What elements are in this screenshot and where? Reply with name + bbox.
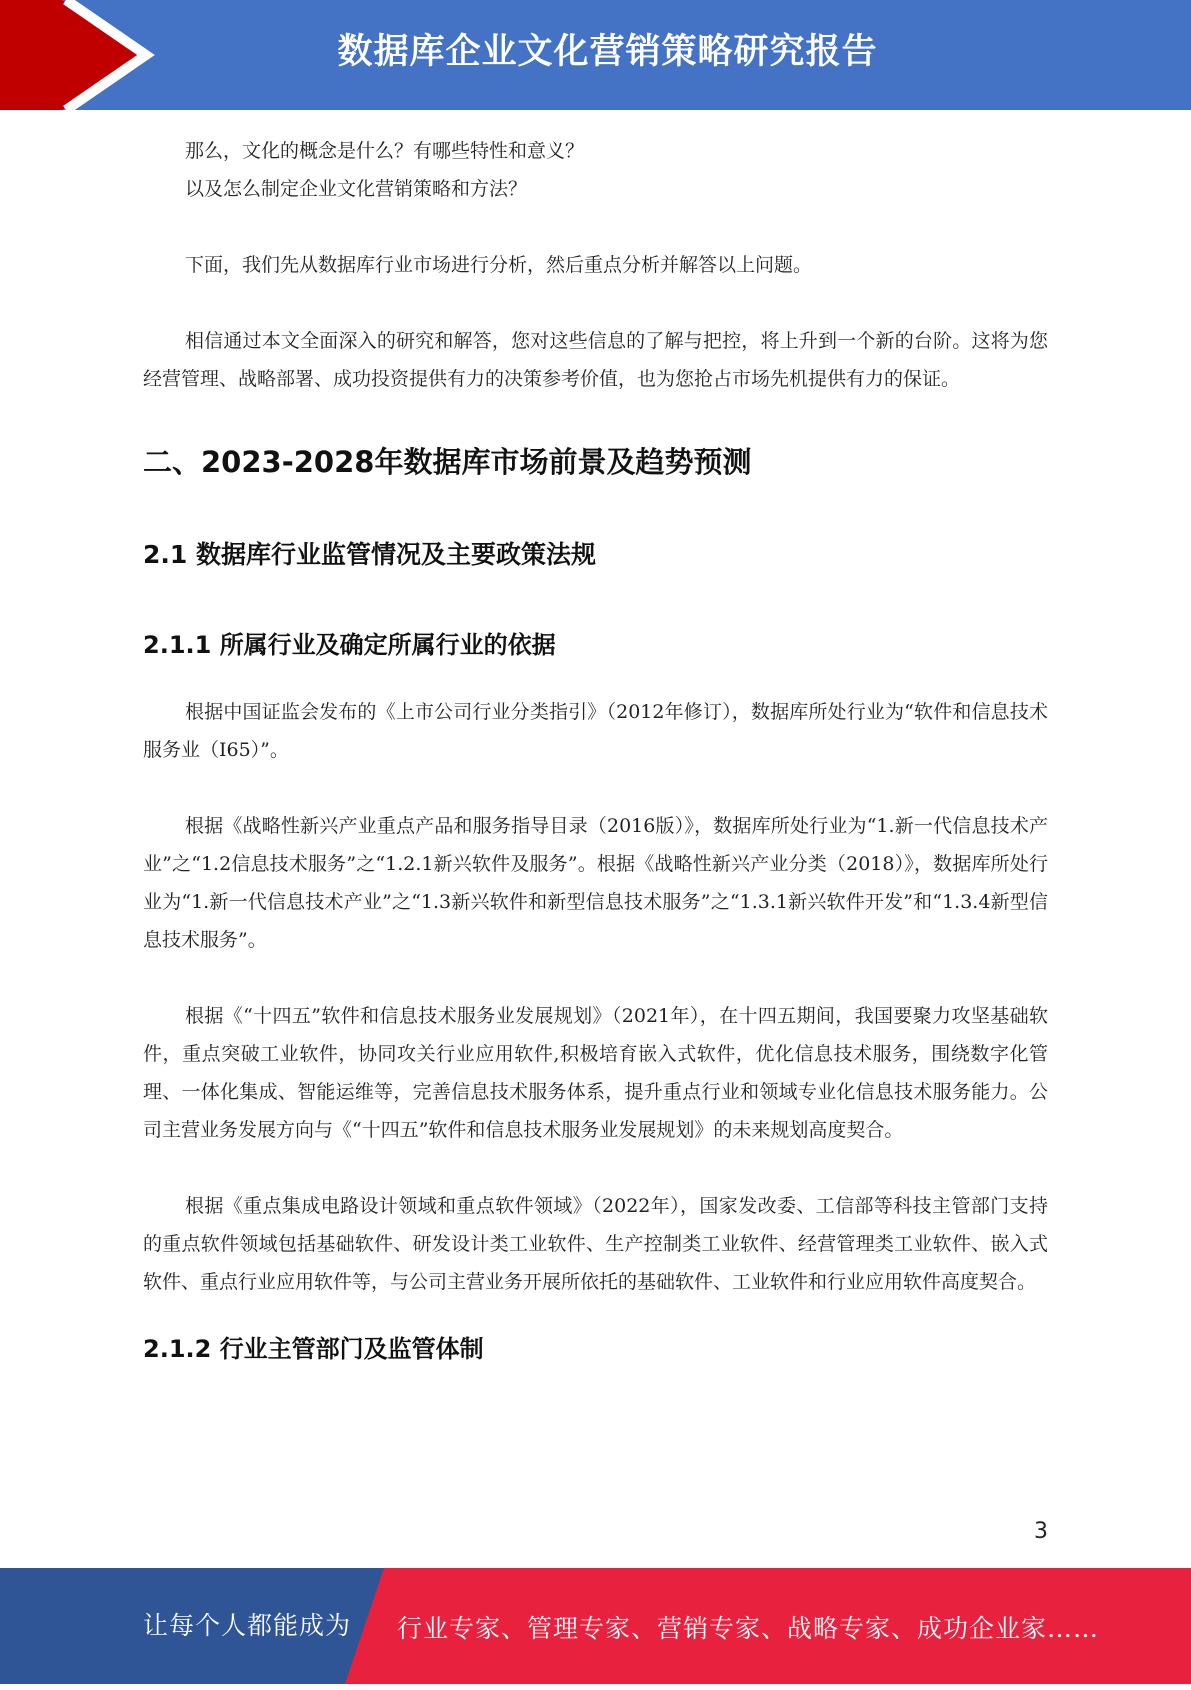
basis-paragraph-4: 根据《重点集成电路设计领域和重点软件领域》（2022年），国家发改委、工信部等科技主管部门支持的重点软件领域包括基础软件、研发设计类工业软件、生产控制类工业软件、经营管理类工业软件、嵌入式软件、重点行业应用软件等，与公司主营业务开展所依托的基础软件、工业软件和行业应用软件高度契合。: [143, 1195, 1048, 1293]
section-2-1-2-heading: 2.1.2 行业主管部门及监管体制: [143, 1335, 484, 1363]
report-title: 数据库企业文化营销策略研究报告: [337, 32, 878, 72]
report-header-bar: [0, 0, 1191, 110]
section-2-heading: 二、2023-2028年数据库市场前景及趋势预测: [143, 445, 752, 479]
page-number: 3: [1034, 1519, 1048, 1544]
page-content: [143, 132, 1048, 1367]
section-2-1-1-heading: 2.1.1 所属行业及确定所属行业的依据: [143, 631, 556, 659]
basis-paragraph-1: 根据中国证监会发布的《上市公司行业分类指引》（2012年修订），数据库所处行业为“软件和信息技术服务业（I65）”。: [143, 701, 1048, 761]
footer-slogan-left: 让每个人都能成为: [143, 1611, 352, 1640]
intro-question-2: 以及怎么制定企业文化营销策略和方法？: [185, 178, 528, 200]
intro-question-1: 那么，文化的概念是什么？有哪些特性和意义？: [185, 140, 585, 162]
intro-paragraph-2: 下面，我们先从数据库行业市场进行分析，然后重点分析并解答以上问题。: [185, 254, 813, 276]
basis-paragraph-2: 根据《战略性新兴产业重点产品和服务指导目录（2016版）》，数据库所处行业为“1.新一代信息技术产业”之“1.2信息技术服务”之“1.2.1新兴软件及服务”。根据《战略性新兴产业分类（2018）》，数据库所处行业为“1.新一代信息技术产业”之“1.3新兴软件和新型信息技术服务”之“1.3.1新兴软件开发”和“1.3.4新型信息技术服务”。: [143, 815, 1048, 951]
report-footer-bar: [0, 1568, 1191, 1684]
footer-slogan-right: 行业专家、管理专家、营销专家、战略专家、成功企业家……: [397, 1614, 1100, 1643]
intro-paragraph-3: 相信通过本文全面深入的研究和解答，您对这些信息的了解与把控，将上升到一个新的台阶。这将为您经营管理、战略部署、成功投资提供有力的决策参考价值，也为您抢占市场先机提供有力的保证。: [143, 330, 1048, 390]
basis-paragraph-3: 根据《“十四五”软件和信息技术服务业发展规划》（2021年），在十四五期间，我国要聚力攻坚基础软件，重点突破工业软件，协同攻关行业应用软件,积极培育嵌入式软件，优化信息技术服务，围绕数字化管理、一体化集成、智能运维等，完善信息技术服务体系，提升重点行业和领域专业化信息技术服务能力。公司主营业务发展方向与《“十四五”软件和信息技术服务业发展规划》的未来规划高度契合。: [143, 1005, 1048, 1141]
section-2-1-heading: 2.1 数据库行业监管情况及主要政策法规: [143, 540, 596, 569]
